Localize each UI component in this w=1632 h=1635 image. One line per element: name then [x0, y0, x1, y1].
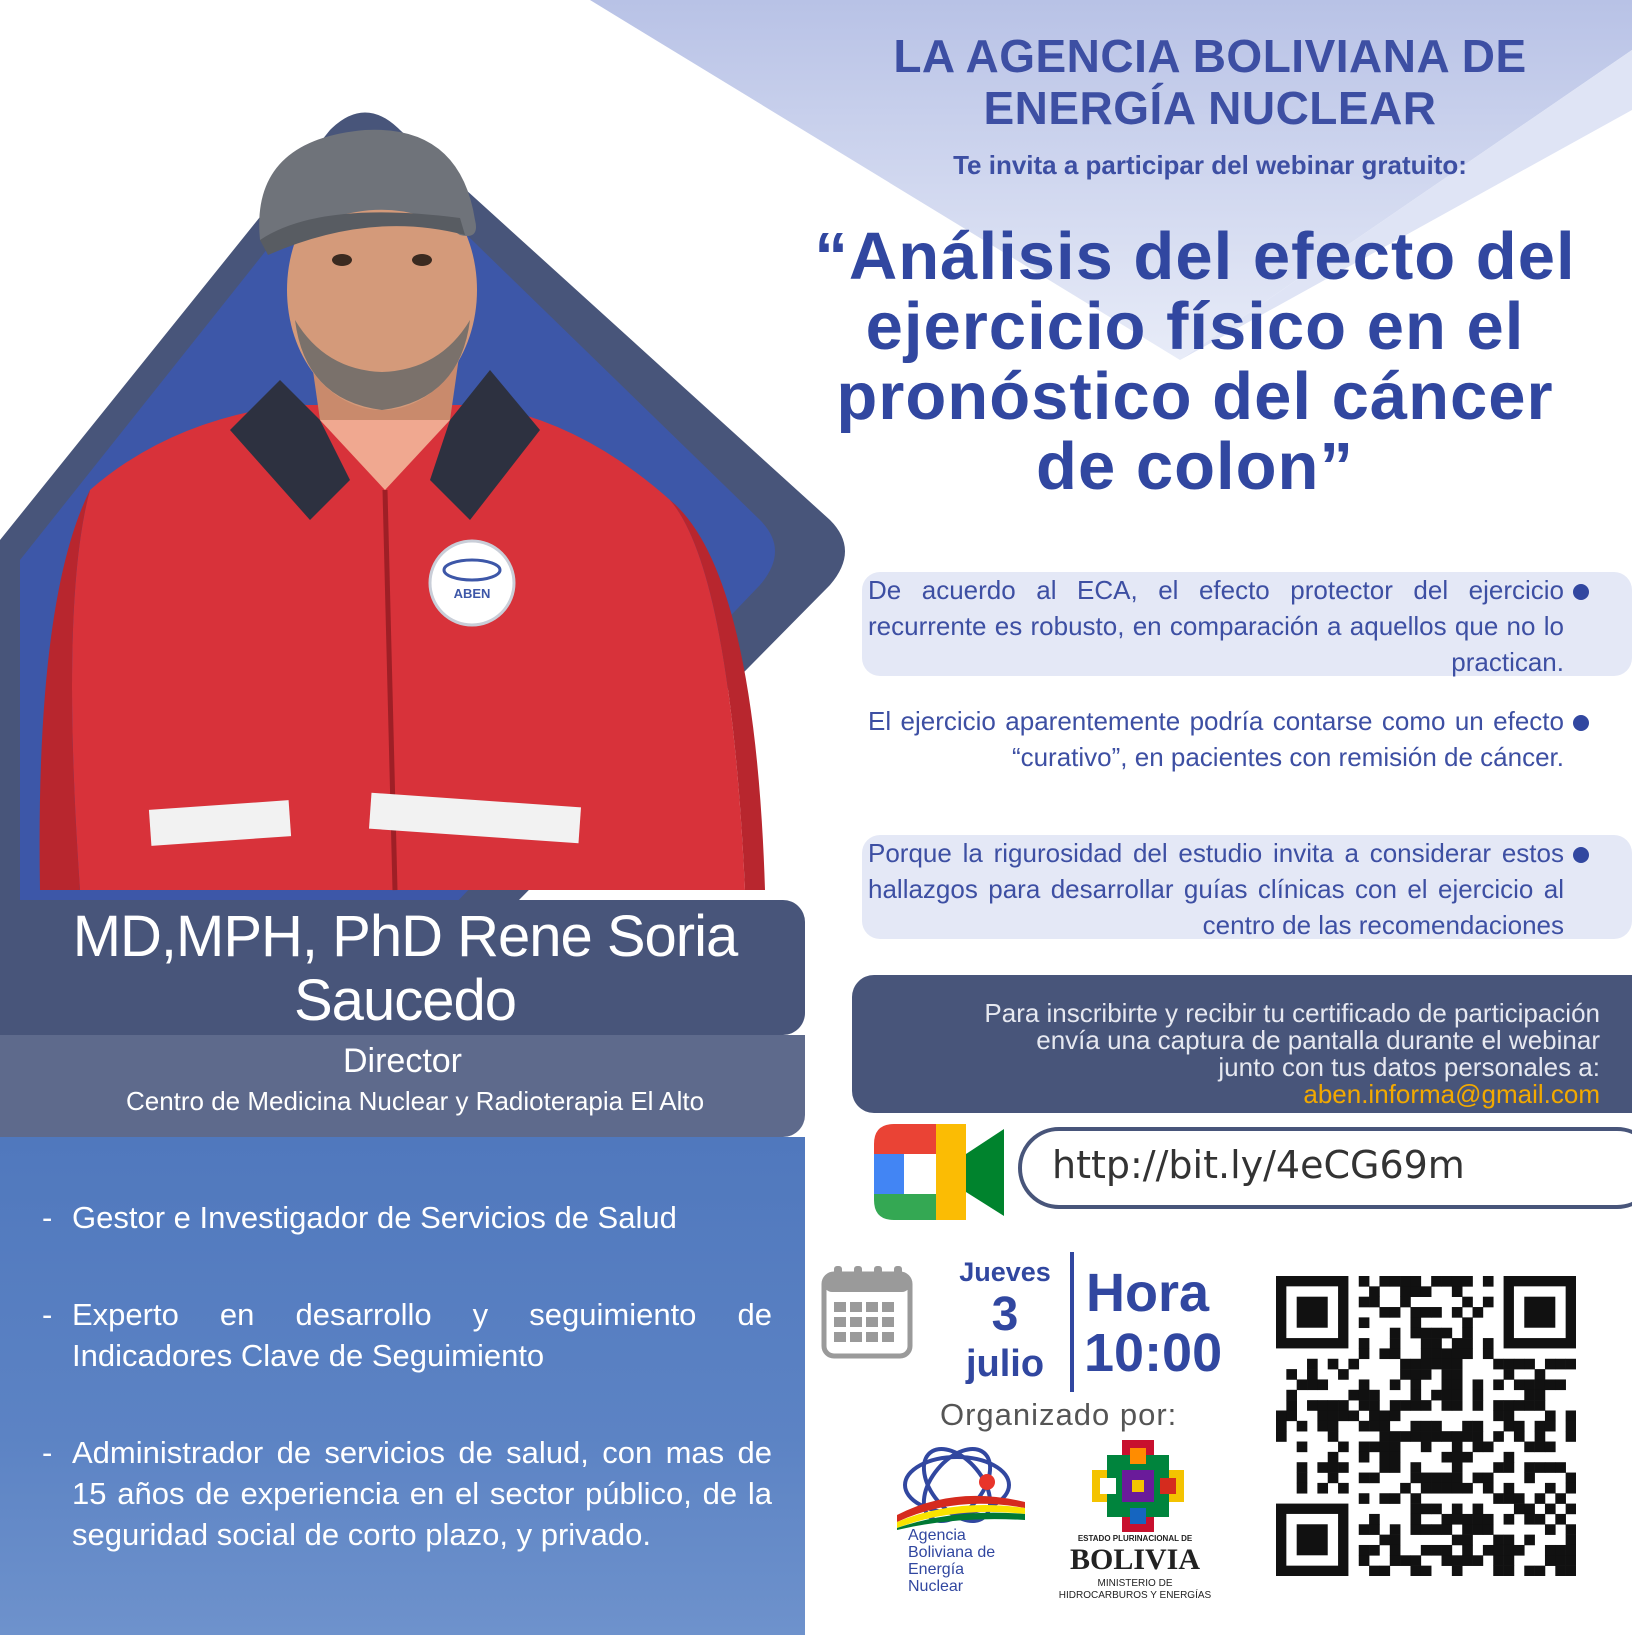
ministry-text [1035, 1578, 1235, 1602]
webinar-title [800, 219, 1590, 504]
cv-text: Administrador de servicios de salud, con mas de 15 años de experiencia en el sector público, de la seguridad social de corto plazo, y privado. [72, 1435, 772, 1552]
webinar-title-line1: “Análisis del efecto del [814, 219, 1576, 294]
bolivia-wordmark: BOLIVIA [1069, 1543, 1201, 1576]
org-title-line1: LA AGENCIA BOLIVIANA DE [893, 30, 1527, 82]
ministry-line2: HIDROCARBUROS Y ENERGÍAS [1058, 1590, 1212, 1601]
finding-text: De acuerdo al ECA, el efecto protector del ejercicio recurrente es robusto, en comparación a aquellos que no lo practican. [868, 575, 1564, 677]
cv-dash: - [42, 1297, 53, 1332]
event-month: julio [965, 1343, 1045, 1385]
bolivia-chakana-emblem [1092, 1440, 1184, 1532]
aben-line1: Agencia [908, 1527, 966, 1544]
aben-line2: Boliviana de [908, 1544, 996, 1561]
bullet-dot [1573, 847, 1589, 863]
webinar-title-line3: pronóstico del cáncer [836, 359, 1554, 434]
calendar-icon [820, 1262, 916, 1362]
cv-dash: - [42, 1200, 53, 1235]
cv-text: Experto en desarrollo y seguimiento de Indicadores Clave de Seguimiento [72, 1297, 772, 1373]
bolivia-top-text: ESTADO PLURINACIONAL DE [1077, 1534, 1193, 1543]
speaker-cv-panel [0, 1137, 805, 1635]
event-date: 3 [991, 1288, 1019, 1341]
registration-line1: Para inscribirte y recibir tu certificado de participación [984, 998, 1600, 1028]
google-meet-icon [874, 1124, 1006, 1224]
event-day: Jueves [959, 1257, 1051, 1287]
registration-line3: junto con tus datos personales a: [1218, 1052, 1600, 1082]
ministry-line1: MINISTERIO DE [1097, 1578, 1173, 1589]
aben-line4: Nuclear [908, 1578, 964, 1595]
org-title-line2: ENERGÍA NUCLEAR [983, 82, 1437, 134]
organized-by-label: Organizado por: [940, 1397, 1178, 1432]
invite-text: Te invita a participar del webinar gratuito: [953, 150, 1467, 180]
speaker-name-line2: Saucedo [294, 968, 516, 1033]
aben-line3: Energía [908, 1561, 965, 1578]
cv-text: Gestor e Investigador de Servicios de Salud [72, 1200, 677, 1235]
speaker-role: Director [342, 1042, 463, 1080]
speaker-name-line1: MD,MPH, PhD Rene Soria [72, 904, 738, 969]
finding-text: Porque la rigurosidad del estudio invita a considerar estos hallazgos para desarrollar guías clínicas con el ejercicio al centro de las recomendaciones [868, 838, 1564, 940]
registration-email[interactable]: aben.informa@gmail.com [1303, 1079, 1600, 1109]
webinar-title-line4: de colon” [1036, 429, 1354, 504]
organization-title [850, 30, 1570, 134]
aben-logo-text [908, 1527, 995, 1595]
webinar-title-line2: ejercicio físico en el [865, 289, 1525, 364]
svg-text:ABEN: ABEN [453, 586, 491, 601]
time-label: Hora [1086, 1263, 1210, 1323]
bullet-dot [1573, 715, 1589, 731]
aben-patch [430, 541, 514, 625]
finding-text: El ejercicio aparentemente podría contarse como un efecto “curativo”, en pacientes con remisión de cáncer. [868, 706, 1564, 772]
aben-logo [895, 1440, 1035, 1530]
cv-dash: - [42, 1435, 53, 1470]
qr-code[interactable] [1276, 1276, 1576, 1576]
meeting-link[interactable]: http://bit.ly/4eCG69m [1052, 1143, 1465, 1187]
speaker-affiliation: Centro de Medicina Nuclear y Radioterapia El Alto [125, 1086, 705, 1116]
event-time: 10:00 [1084, 1323, 1223, 1383]
registration-text [870, 1000, 1600, 1108]
speaker-name [20, 905, 790, 1033]
date-divider [1070, 1252, 1074, 1392]
bullet-dot [1573, 584, 1589, 600]
registration-line2: envía una captura de pantalla durante el webinar [1036, 1025, 1600, 1055]
speaker-photo [20, 100, 780, 900]
